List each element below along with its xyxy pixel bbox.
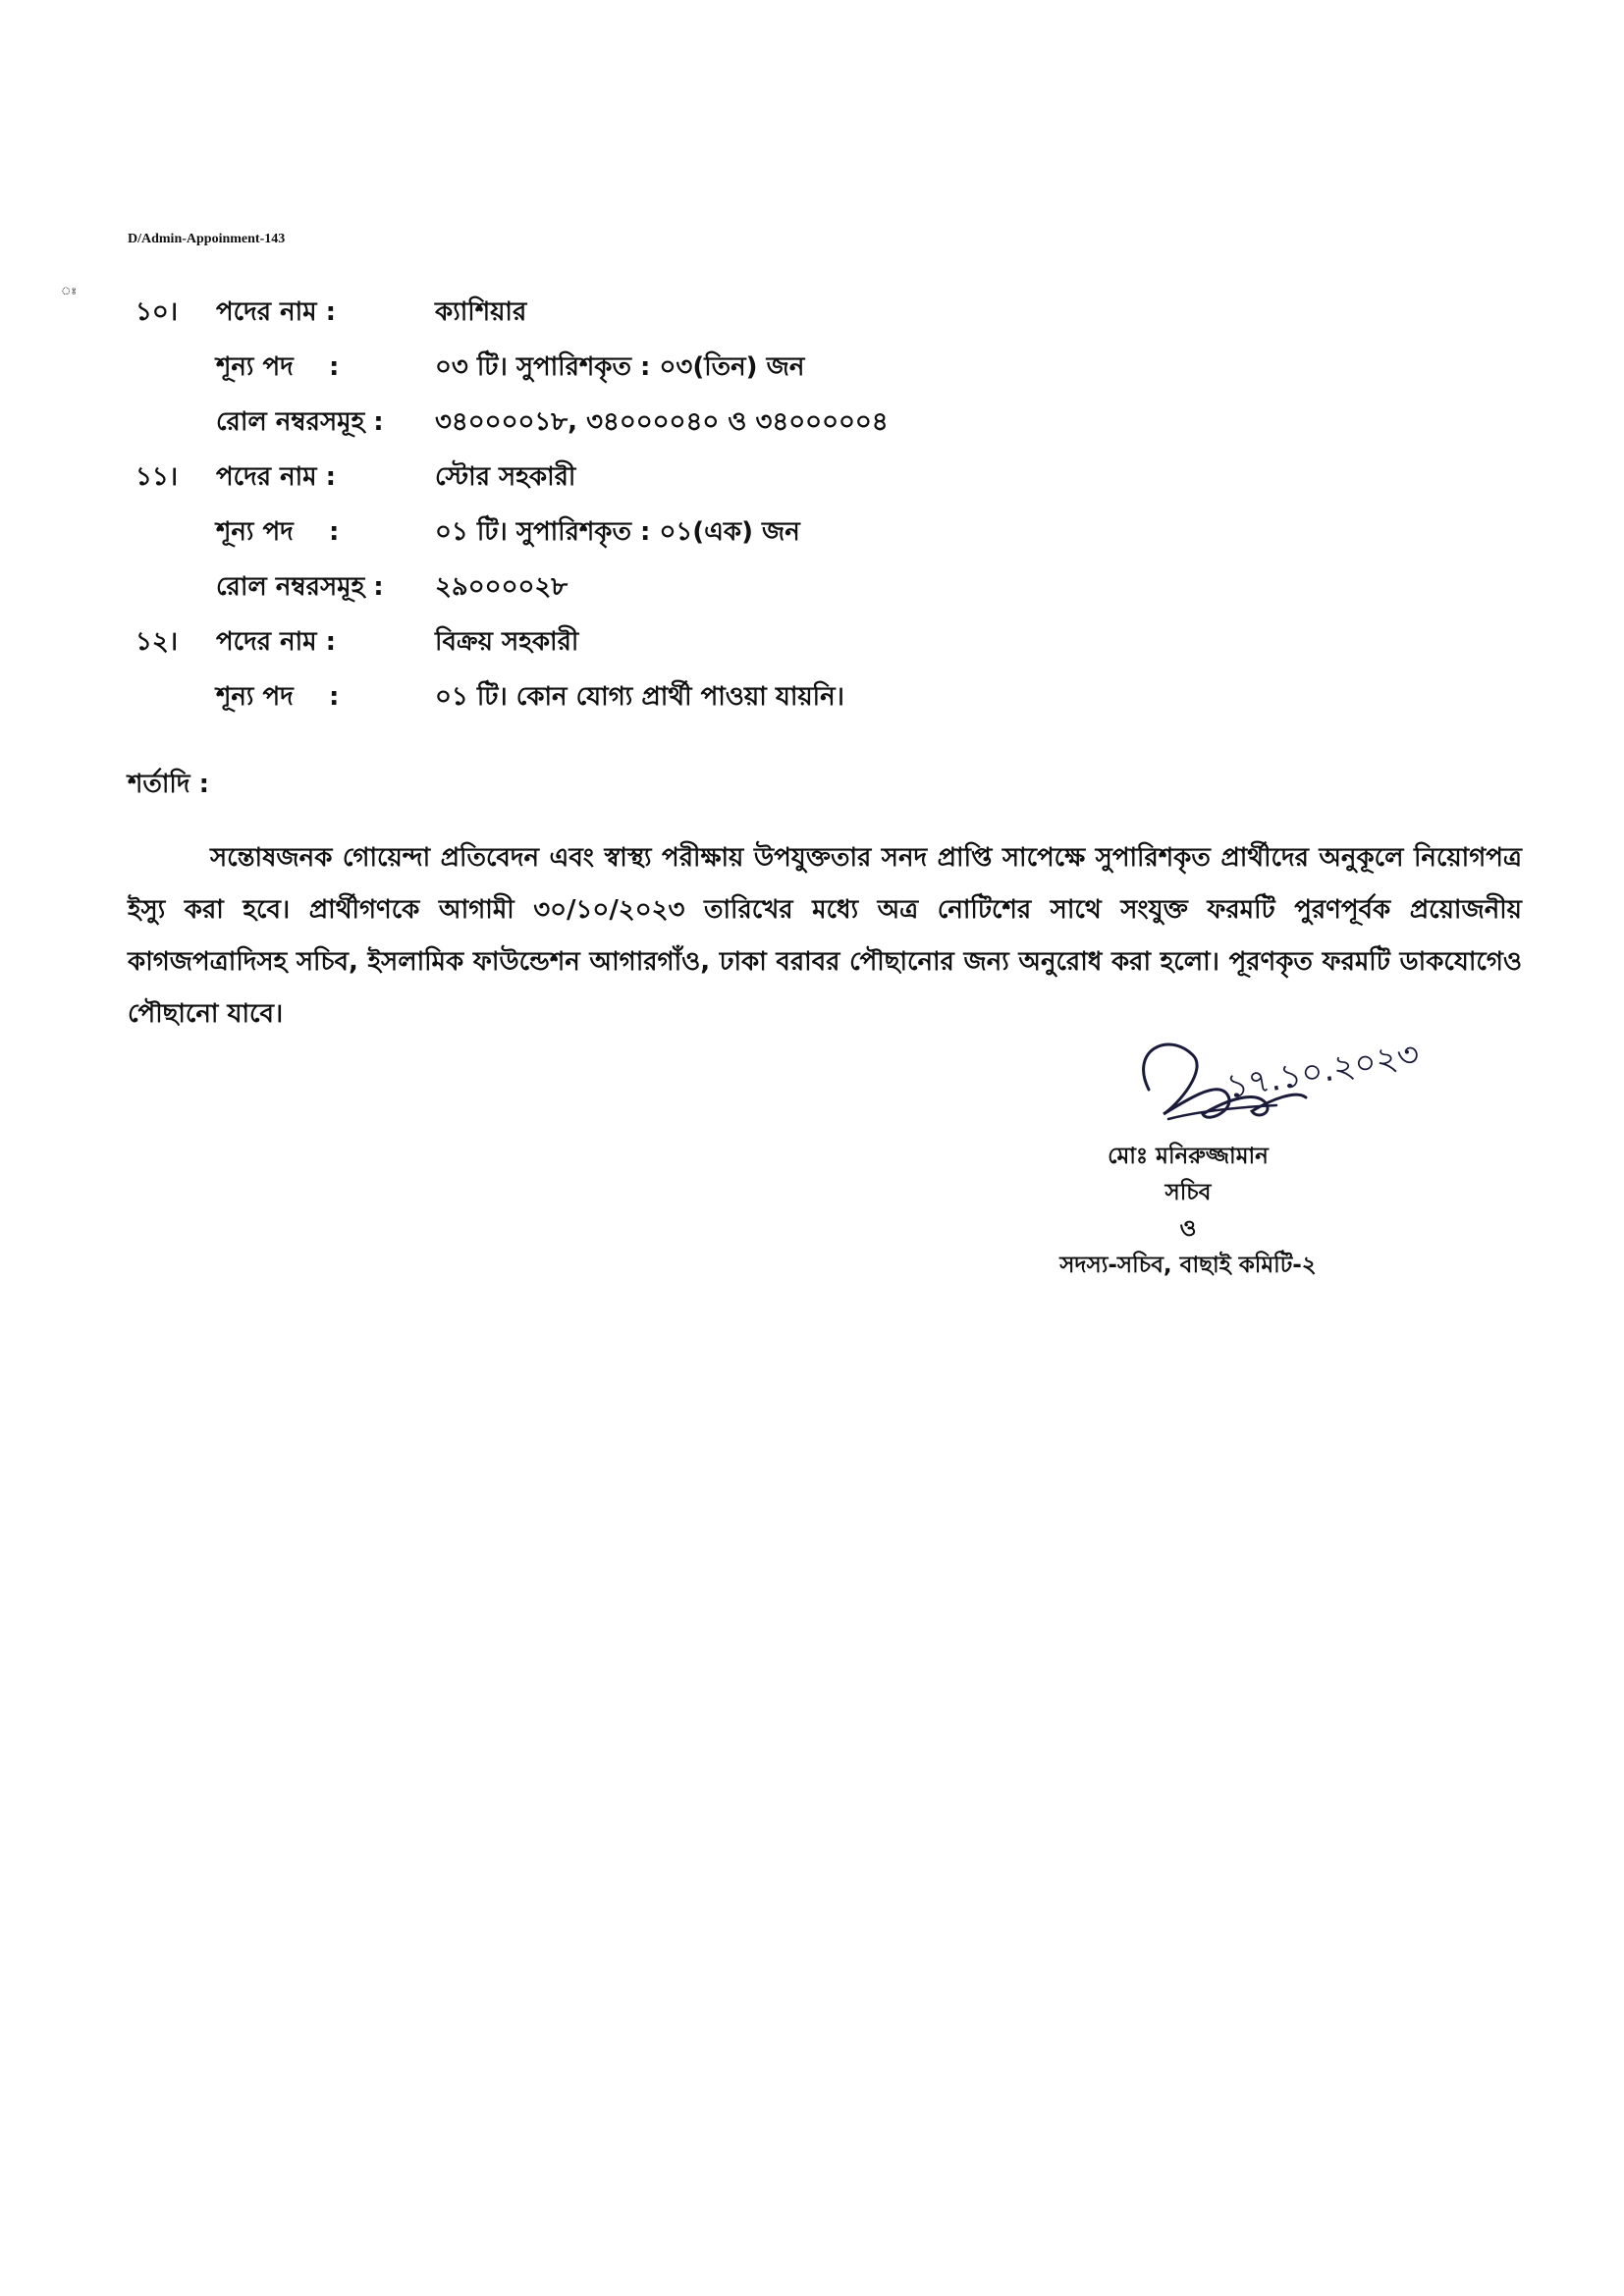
terms-paragraph: সন্তোষজনক গোয়েন্দা প্রতিবেদন এবং স্বাস্থ্য পরীক্ষায় উপযুক্ততার সনদ প্রাপ্তি সাপেক্ষে সুপারিশকৃত প্রার্থীদের অনুকূলে নিয়োগপত্র ইস্যু করা হবে। প্রার্থীগণকে আগামী ৩০/১০/২০২৩ তারিখের মধ্যে অত্র নোটিশের সাথে সংযুক্ত ফরমটি পুরণপূর্বক প্রয়োজনীয় কাগজপত্রাদিসহ সচিব, ইসলামিক ফাউন্ডেশন আগারগাঁও, ঢাকা বরাবর পৌছানোর জন্য অনুরোধ করা হলো। পূরণকৃত ফরমটি ডাকযোগেও পৌছানো যাবে। — [128, 843, 1522, 1029]
roll-numbers: ৩৪০০০০১৮, ৩৪০০০০৪০ ও ৩৪০০০০০৪ — [435, 407, 889, 437]
post-name-label: পদের নাম : — [216, 297, 337, 327]
roll-row — [135, 560, 1019, 614]
vacancy-label: শূন্য পদ : — [216, 517, 340, 547]
vacancy-value: ০৩ টি। সুপারিশকৃত : ০৩(তিন) জন — [435, 352, 805, 382]
terms-heading: শর্তাদি : — [128, 770, 209, 799]
signer-role: সদস্য-সচিব, বাছাই কমিটি-২ — [1059, 1253, 1317, 1278]
post-number: ১১। — [135, 462, 179, 492]
post-item — [135, 285, 1019, 450]
roll-label: রোল নম্বরসমূহ : — [216, 407, 384, 437]
post-name-row — [135, 285, 1019, 340]
signer-and: ও — [1179, 1216, 1197, 1242]
vacancy-value: ০১ টি। কোন যোগ্য প্রার্থী পাওয়া যায়নি। — [435, 682, 844, 712]
vacancy-row — [135, 340, 1019, 395]
post-name: ক্যাশিয়ার — [435, 297, 527, 327]
vacancy-row — [135, 669, 1019, 724]
post-number: ১০। — [135, 297, 179, 327]
vacancy-value: ০১ টি। সুপারিশকৃত : ০১(এক) জন — [435, 517, 800, 547]
signer-title: সচিব — [1164, 1180, 1212, 1205]
post-name: বিক্রয় সহকারী — [435, 627, 579, 657]
post-number: ১২। — [135, 627, 179, 657]
post-name-label: পদের নাম : — [216, 627, 337, 657]
roll-numbers: ২৯০০০০২৮ — [435, 572, 568, 602]
signature-date: ১৭.১০.২০২৩ — [1223, 1034, 1423, 1107]
reference-number: D/Admin-Appoinment-143 — [128, 232, 286, 246]
vacancy-label: শূন্য পদ : — [216, 682, 340, 712]
post-name-row — [135, 614, 1019, 669]
signer-block — [1021, 1139, 1355, 1284]
margin-mark: ঃ — [61, 285, 78, 297]
vacancy-label: শূন্য পদ : — [216, 352, 340, 382]
post-item — [135, 614, 1019, 724]
post-item — [135, 450, 1019, 614]
post-name-label: পদের নাম : — [216, 462, 337, 492]
vacancy-row — [135, 505, 1019, 560]
roll-row — [135, 395, 1019, 450]
post-name: স্টোর সহকারী — [435, 462, 576, 492]
post-name-row — [135, 450, 1019, 505]
post-list — [135, 285, 1019, 724]
roll-label: রোল নম্বরসমূহ : — [216, 572, 384, 602]
signer-name: মোঃ মনিরুজ্জামান — [1108, 1144, 1269, 1169]
